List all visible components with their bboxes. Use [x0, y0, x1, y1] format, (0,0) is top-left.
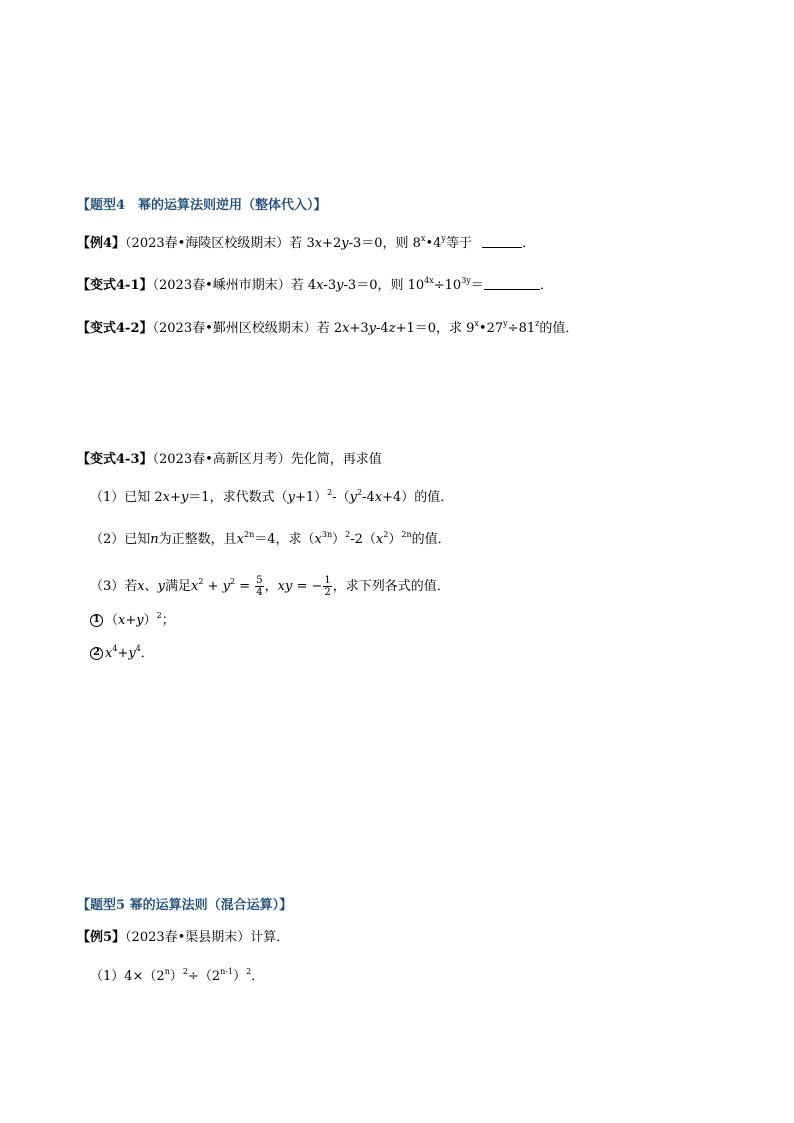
- variant-4-2: 【变式4-2】（2023春•鄞州区校级期末）若 2x+3y-4z+1＝0，求 $9^x•27^y\div 81^z$的值．: [77, 319, 579, 336]
- variant-4-3: 【变式4-3】（2023春•高新区月考）先化简，再求值: [77, 452, 382, 467]
- example-4-tag: 【例4】: [77, 236, 126, 251]
- variant-4-2-tag: 【变式4-2】: [77, 321, 153, 336]
- example-4-source: （2023春•海陵区校级期末）若: [125, 236, 303, 251]
- variant-4-1: 【变式4-1】（2023春•嵊州市期末）若 4x-3y-3＝0，则 $10^{4x}\div 10^{3y}=$ ．: [77, 276, 553, 293]
- variant-4-3-q1: （1）已知 2x+y＝1，求代数式$(y+1)^2-(y^2-4x+4)$的值．: [90, 488, 454, 505]
- variant-4-1-tag: 【变式4-1】: [77, 278, 153, 293]
- answer-blank[interactable]: [482, 235, 522, 248]
- variant-4-3-tag: 【变式4-3】: [77, 452, 153, 467]
- example-5-q1: $(1)4\times(2^n)^2\div(2^{n-1})^2$．: [90, 967, 265, 984]
- section-4-heading: 【题型4 幂的运算法则逆用（整体代入）】: [77, 198, 327, 213]
- variant-4-3-q3: （3）若x、y满足$x^2 + y^2$ = $\frac{5}{4}$ ，xy = − $\frac{1}{2}$ ，求下列各式的值．: [90, 575, 450, 598]
- example-5: 【例5】（2023春•渠县期末）计算．: [77, 930, 290, 945]
- variant-4-3-sub2: 2 $x^4+y^4$．: [90, 645, 154, 663]
- answer-blank[interactable]: [484, 277, 540, 290]
- variant-4-3-q2: （2）已知n为正整数，且$x^{2n}=4$，求$(x^{3n})^2-2(x^2)^{2n}$的值．: [90, 530, 451, 547]
- example-5-tag: 【例5】: [77, 930, 126, 945]
- section-5-heading: 【题型5 幂的运算法则（混合运算）】: [77, 898, 293, 913]
- fraction-1-2: $\frac{1}{2}$: [324, 575, 331, 598]
- fraction-5-4: $\frac{5}{4}$: [256, 575, 263, 598]
- circled-number-1: 1: [90, 614, 103, 627]
- circled-number-2: 2: [90, 647, 103, 660]
- example-4: 【例4】（2023春•海陵区校级期末）若 3x+2y-3＝0，则 8$^x$•4$^y$等于 ．: [77, 234, 536, 251]
- variant-4-3-sub1: 1 $(x+y)^2$；: [90, 612, 175, 630]
